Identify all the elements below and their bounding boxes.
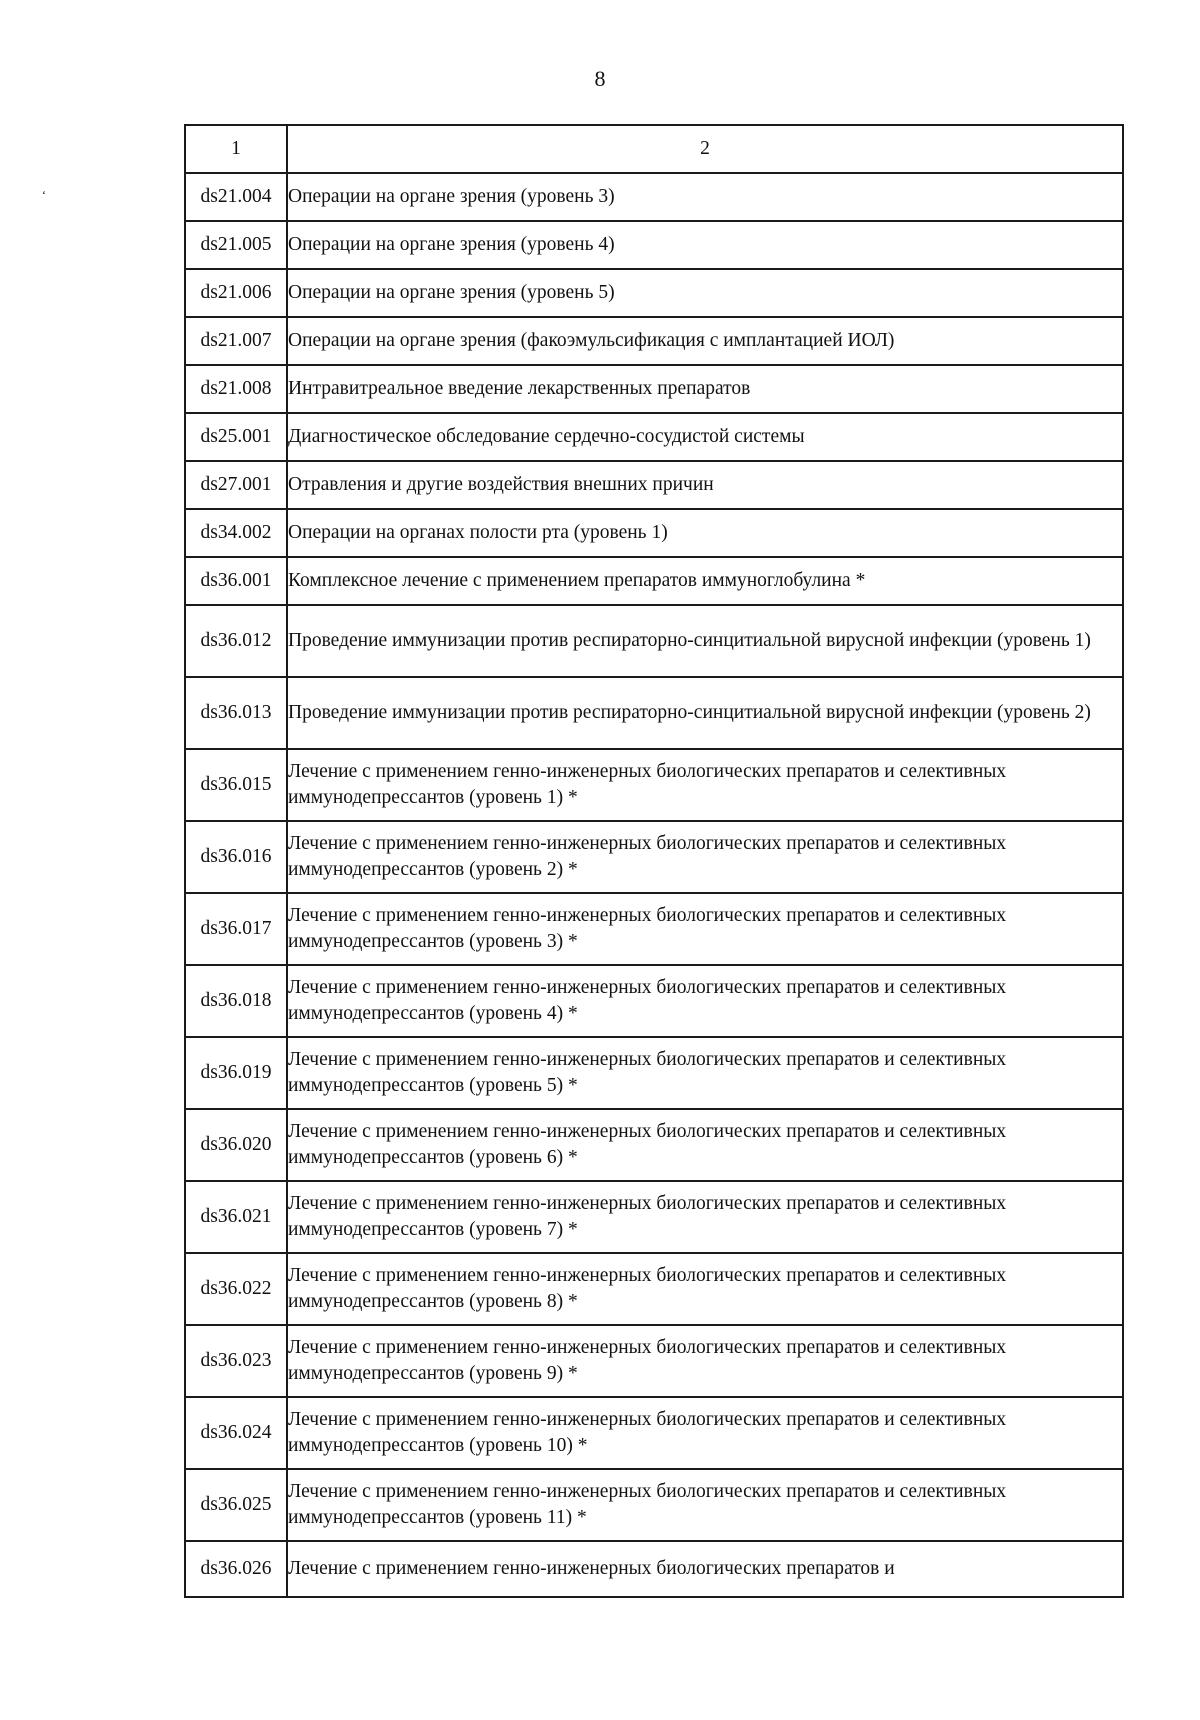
row-code: ds36.001 <box>185 557 287 605</box>
table-row <box>185 461 1123 509</box>
row-code: ds36.013 <box>185 677 287 749</box>
table-header-row <box>185 125 1123 173</box>
table-row <box>185 1109 1123 1181</box>
row-code: ds36.026 <box>185 1541 287 1597</box>
row-description: Интравитреальное введение лекарственных препаратов <box>287 365 1123 413</box>
row-description: Лечение с применением генно-инженерных биологических препаратов и селективных иммунодепрессантов (уровень 8) * <box>287 1253 1123 1325</box>
row-description: Лечение с применением генно-инженерных биологических препаратов и селективных иммунодепрессантов (уровень 6) * <box>287 1109 1123 1181</box>
row-description: Операции на органах полости рта (уровень 1) <box>287 509 1123 557</box>
row-code: ds21.007 <box>185 317 287 365</box>
table-row <box>185 1037 1123 1109</box>
row-description: Лечение с применением генно-инженерных биологических препаратов и селективных иммунодепрессантов (уровень 1) * <box>287 749 1123 821</box>
row-code: ds21.004 <box>185 173 287 221</box>
header-col-2: 2 <box>287 125 1123 173</box>
row-description: Проведение иммунизации против респираторно-синцитиальной вирусной инфекции (уровень 1) <box>287 605 1123 677</box>
row-description: Лечение с применением генно-инженерных биологических препаратов и селективных иммунодепрессантов (уровень 7) * <box>287 1181 1123 1253</box>
row-code: ds21.005 <box>185 221 287 269</box>
row-code: ds25.001 <box>185 413 287 461</box>
table-row <box>185 1397 1123 1469</box>
row-description: Операции на органе зрения (уровень 5) <box>287 269 1123 317</box>
codes-table <box>184 124 1124 1598</box>
row-code: ds36.015 <box>185 749 287 821</box>
row-description: Операции на органе зрения (факоэмульсификация с имплантацией ИОЛ) <box>287 317 1123 365</box>
row-code: ds36.012 <box>185 605 287 677</box>
table-row <box>185 1325 1123 1397</box>
row-description: Операции на органе зрения (уровень 4) <box>287 221 1123 269</box>
table-row <box>185 821 1123 893</box>
row-code: ds36.024 <box>185 1397 287 1469</box>
row-code: ds36.017 <box>185 893 287 965</box>
row-code: ds21.008 <box>185 365 287 413</box>
row-code: ds21.006 <box>185 269 287 317</box>
row-code: ds36.023 <box>185 1325 287 1397</box>
stray-mark: ‘ <box>42 188 46 202</box>
table-row <box>185 605 1123 677</box>
header-col-1: 1 <box>185 125 287 173</box>
row-description: Лечение с применением генно-инженерных биологических препаратов и <box>287 1541 1123 1597</box>
row-code: ds36.020 <box>185 1109 287 1181</box>
row-code: ds27.001 <box>185 461 287 509</box>
table-row <box>185 317 1123 365</box>
table-row <box>185 509 1123 557</box>
row-code: ds36.025 <box>185 1469 287 1541</box>
row-description: Операции на органе зрения (уровень 3) <box>287 173 1123 221</box>
table-row <box>185 221 1123 269</box>
table-row <box>185 557 1123 605</box>
row-code: ds36.018 <box>185 965 287 1037</box>
row-code: ds34.002 <box>185 509 287 557</box>
row-code: ds36.021 <box>185 1181 287 1253</box>
row-code: ds36.016 <box>185 821 287 893</box>
row-code: ds36.019 <box>185 1037 287 1109</box>
row-description: Лечение с применением генно-инженерных биологических препаратов и селективных иммунодепрессантов (уровень 4) * <box>287 965 1123 1037</box>
table-row <box>185 677 1123 749</box>
row-description: Лечение с применением генно-инженерных биологических препаратов и селективных иммунодепрессантов (уровень 10) * <box>287 1397 1123 1469</box>
row-description: Лечение с применением генно-инженерных биологических препаратов и селективных иммунодепрессантов (уровень 9) * <box>287 1325 1123 1397</box>
row-description: Лечение с применением генно-инженерных биологических препаратов и селективных иммунодепрессантов (уровень 2) * <box>287 821 1123 893</box>
table-row <box>185 1541 1123 1597</box>
table-row <box>185 269 1123 317</box>
row-description: Лечение с применением генно-инженерных биологических препаратов и селективных иммунодепрессантов (уровень 5) * <box>287 1037 1123 1109</box>
row-code: ds36.022 <box>185 1253 287 1325</box>
table-row <box>185 1253 1123 1325</box>
table-row <box>185 365 1123 413</box>
row-description: Диагностическое обследование сердечно-сосудистой системы <box>287 413 1123 461</box>
table-row <box>185 1181 1123 1253</box>
table-row <box>185 893 1123 965</box>
row-description: Проведение иммунизации против респираторно-синцитиальной вирусной инфекции (уровень 2) <box>287 677 1123 749</box>
table-row <box>185 413 1123 461</box>
page-number: 8 <box>594 66 606 91</box>
table-row <box>185 173 1123 221</box>
table-row <box>185 749 1123 821</box>
table-row <box>185 965 1123 1037</box>
row-description: Лечение с применением генно-инженерных биологических препаратов и селективных иммунодепрессантов (уровень 3) * <box>287 893 1123 965</box>
row-description: Лечение с применением генно-инженерных биологических препаратов и селективных иммунодепрессантов (уровень 11) * <box>287 1469 1123 1541</box>
row-description: Комплексное лечение с применением препаратов иммуноглобулина * <box>287 557 1123 605</box>
table-row <box>185 1469 1123 1541</box>
row-description: Отравления и другие воздействия внешних причин <box>287 461 1123 509</box>
